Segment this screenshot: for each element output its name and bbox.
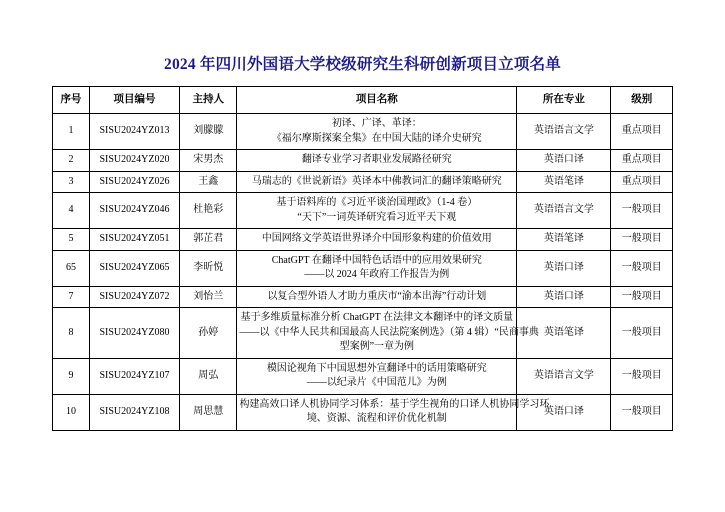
cell-level: 重点项目	[611, 171, 673, 193]
table-row	[53, 394, 673, 430]
project-name-line: ——以纪录片《中国范儿》为例	[306, 377, 447, 388]
table-header-row	[53, 87, 673, 114]
project-name-line: 模因论视角下中国思想外宣翻译中的话用策略研究	[266, 362, 487, 374]
cell-project-code: SISU2024YZ072	[89, 286, 179, 308]
cell-no: 2	[53, 150, 90, 172]
cell-leader: 周思慧	[180, 394, 237, 430]
project-name-line: 构建高效口译人机协同学习体系：基于学生视角的口译人机协同学习环	[239, 398, 550, 410]
cell-project-name	[237, 114, 517, 150]
cell-leader: 孙婷	[180, 308, 237, 359]
table-row	[53, 171, 673, 193]
cell-major: 英语语言文学	[517, 193, 611, 229]
cell-level: 重点项目	[611, 114, 673, 150]
cell-project-code: SISU2024YZ013	[89, 114, 179, 150]
cell-project-name	[237, 229, 517, 251]
cell-leader: 刘朦朦	[180, 114, 237, 150]
cell-no: 3	[53, 171, 90, 193]
cell-level: 一般项目	[611, 394, 673, 430]
cell-no: 7	[53, 286, 90, 308]
cell-project-code: SISU2024YZ065	[89, 250, 179, 286]
cell-major: 英语语言文学	[517, 358, 611, 394]
table-row	[53, 150, 673, 172]
project-name-line: ——以《中华人民共和国最高人民法院案例选》（第 4 辑）“民商事典	[239, 326, 539, 338]
table-body	[53, 114, 673, 431]
cell-leader: 李昕悦	[180, 250, 237, 286]
cell-project-name	[237, 286, 517, 308]
cell-project-code: SISU2024YZ051	[89, 229, 179, 251]
cell-leader: 宋男杰	[180, 150, 237, 172]
cell-project-code: SISU2024YZ026	[89, 171, 179, 193]
table-row	[53, 193, 673, 229]
cell-no: 4	[53, 193, 90, 229]
table-row	[53, 358, 673, 394]
cell-major: 英语笔译	[517, 171, 611, 193]
cell-no: 8	[53, 308, 90, 359]
cell-project-code: SISU2024YZ107	[89, 358, 179, 394]
cell-leader: 周弘	[180, 358, 237, 394]
project-name-line: 马瑞志的《世说新语》英译本中佛教词汇的翻译策略研究	[251, 175, 502, 187]
cell-project-name	[237, 171, 517, 193]
cell-major: 英语口译	[517, 286, 611, 308]
table-header	[53, 87, 673, 114]
cell-project-code: SISU2024YZ046	[89, 193, 179, 229]
project-name-line: 基于语料库的《习近平谈治国理政》（1-4 卷）	[276, 197, 478, 208]
table-row	[53, 250, 673, 286]
cell-major: 英语口译	[517, 250, 611, 286]
page-title: 2024 年四川外国语大学校级研究生科研创新项目立项名单	[164, 56, 561, 73]
cell-project-name	[237, 394, 550, 430]
column-header-level: 级别	[611, 87, 673, 114]
project-name-line: 型案例”一章为例	[339, 341, 415, 352]
project-name-line: 基于多维质量标准分析 ChatGPT 在法律文本翻译中的译文质量	[240, 312, 514, 323]
cell-project-name	[237, 150, 517, 172]
cell-project-code: SISU2024YZ020	[89, 150, 179, 172]
project-name-line: ——以 2024 年政府工作报告为例	[304, 269, 450, 280]
table-row	[53, 308, 673, 359]
cell-no: 1	[53, 114, 90, 150]
cell-project-code: SISU2024YZ108	[89, 394, 179, 430]
cell-level: 一般项目	[611, 286, 673, 308]
column-header-leader: 主持人	[180, 87, 237, 114]
table-row	[53, 286, 673, 308]
column-header-code: 项目编号	[89, 87, 179, 114]
project-name-line: 《福尔摩斯探案全集》在中国大陆的译介史研究	[271, 132, 482, 144]
column-header-major: 所在专业	[517, 87, 611, 114]
project-name-line: ChatGPT 在翻译中国特色话语中的应用效果研究	[271, 254, 482, 266]
cell-major: 英语笔译	[517, 308, 611, 359]
column-header-name: 项目名称	[237, 87, 517, 114]
cell-major: 英语笔译	[517, 229, 611, 251]
cell-level: 一般项目	[611, 250, 673, 286]
project-name-line: 以复合型外语人才助力重庆市“渝本出海”行动计划	[267, 290, 487, 302]
cell-leader: 杜艳彩	[180, 193, 237, 229]
cell-project-code: SISU2024YZ080	[89, 308, 179, 359]
cell-level: 一般项目	[611, 308, 673, 359]
project-name-line: 初译、广译、革译：	[331, 118, 422, 129]
cell-project-name	[237, 250, 517, 286]
cell-no: 9	[53, 358, 90, 394]
project-name-line: 翻译专业学习者职业发展路径研究	[301, 154, 452, 165]
cell-project-name	[237, 358, 517, 394]
cell-major: 英语口译	[517, 150, 611, 172]
table-row	[53, 114, 673, 150]
project-name-line: 境、资源、流程和评价优化机制	[306, 413, 447, 424]
cell-level: 一般项目	[611, 193, 673, 229]
cell-no: 65	[53, 250, 90, 286]
cell-level: 一般项目	[611, 358, 673, 394]
cell-level: 一般项目	[611, 229, 673, 251]
cell-major: 英语语言文学	[517, 114, 611, 150]
cell-project-name	[237, 193, 517, 229]
cell-major: 英语口译	[517, 394, 611, 430]
cell-project-name	[237, 308, 539, 359]
column-header-no: 序号	[53, 87, 90, 114]
cell-no: 5	[53, 229, 90, 251]
cell-level: 重点项目	[611, 150, 673, 172]
table-row	[53, 229, 673, 251]
project-name-line: “天下”一词英译研究看习近平天下观	[297, 211, 457, 223]
project-list-table	[52, 86, 673, 431]
cell-leader: 郭芷君	[180, 229, 237, 251]
cell-no: 10	[53, 394, 90, 430]
project-name-line: 中国网络文学英语世界译介中国形象构建的价值效用	[261, 233, 492, 244]
cell-leader: 刘怡兰	[180, 286, 237, 308]
cell-leader: 王鑫	[180, 171, 237, 193]
